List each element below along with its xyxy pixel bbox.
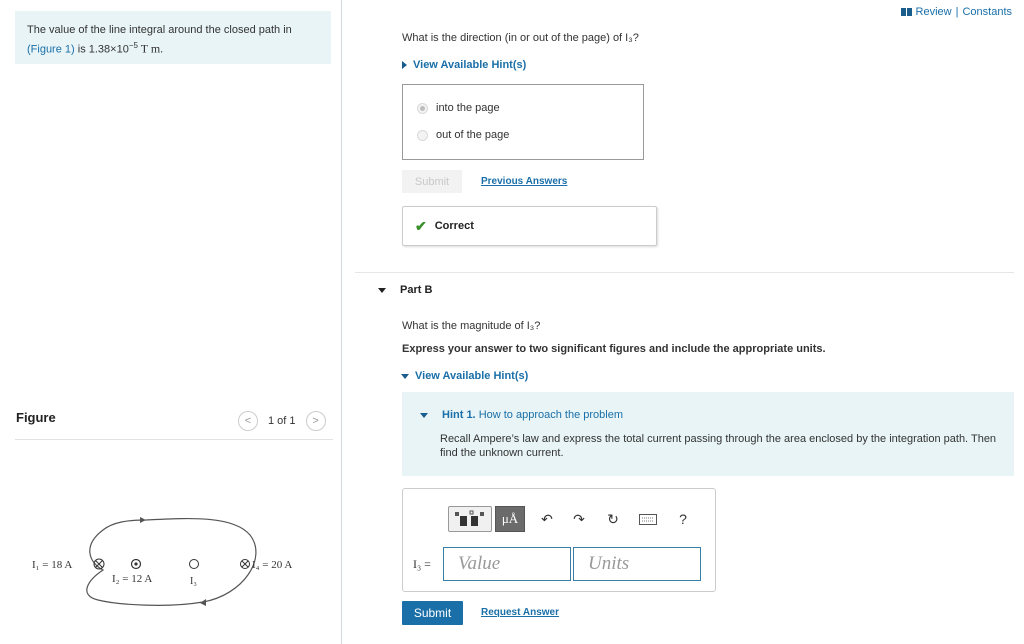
part-divider <box>355 272 1014 273</box>
panel-divider <box>341 0 342 644</box>
units-button-label: μÅ <box>501 511 519 526</box>
review-constants <box>901 6 1012 18</box>
part-b-hint-toggle[interactable] <box>401 370 528 382</box>
chevron-right-icon[interactable]: > <box>306 411 326 431</box>
figure-title: Figure <box>16 410 56 425</box>
templates-icon <box>452 510 488 528</box>
checkmark-icon: ✔ <box>415 217 427 234</box>
problem-text: The value of the line integral around the closed path in <box>27 24 292 36</box>
feedback-label: Correct <box>434 220 474 232</box>
radio-selected[interactable] <box>417 103 428 114</box>
hint-body: Recall Ampere’s law and express the total current passing through the area enclosed by the integration path. Then find the unknown current. <box>440 433 997 459</box>
previous-answers-link[interactable]: Previous Answers <box>481 176 568 187</box>
caret-down-icon <box>401 374 409 379</box>
radio-unselected[interactable] <box>417 130 428 141</box>
figure-pager <box>238 411 326 431</box>
i2-label: I₂ = 12 A <box>112 573 153 585</box>
constants-link[interactable]: Constants <box>962 6 1012 18</box>
i3-label: I₃ <box>190 576 197 587</box>
part-b-instruction: Express your answer to two significant figures and include the appropriate units. <box>402 343 826 355</box>
problem-unit: T m. <box>137 41 164 56</box>
part-b-title: Part B <box>400 284 433 296</box>
part-a-hint-toggle[interactable] <box>402 59 526 71</box>
redo-button[interactable] <box>569 506 589 532</box>
figure-divider <box>15 439 333 440</box>
help-icon: ? <box>679 511 687 527</box>
templates-button[interactable] <box>448 506 492 532</box>
review-link[interactable]: Review <box>915 6 952 18</box>
answer-options <box>402 84 644 160</box>
option-into-page[interactable] <box>417 102 500 114</box>
integration-path <box>87 519 256 606</box>
chevron-left-icon[interactable]: < <box>238 411 258 431</box>
figure-link[interactable]: (Figure 1) <box>27 43 75 56</box>
request-answer-link[interactable]: Request Answer <box>481 607 559 618</box>
keyboard-button[interactable] <box>637 506 659 532</box>
figure-diagram <box>28 510 318 610</box>
header-separator: | <box>955 6 959 18</box>
answer-input-area <box>402 488 716 592</box>
feedback-correct <box>402 206 657 246</box>
units-button[interactable] <box>495 506 525 532</box>
value-input[interactable] <box>443 547 571 581</box>
part-b-question: What is the magnitude of I₃? <box>402 320 541 332</box>
caret-right-icon <box>402 61 407 69</box>
redo-icon: ↷ <box>573 510 585 527</box>
i4-into-page-icon <box>241 560 250 569</box>
units-input[interactable] <box>573 547 701 581</box>
caret-down-icon <box>378 288 386 293</box>
part-b-submit-button[interactable]: Submit <box>402 601 463 625</box>
i3-marker-icon <box>190 560 199 569</box>
part-a-question: What is the direction (in or out of the page) of I₃? <box>402 32 639 44</box>
value-placeholder: Value <box>458 553 501 574</box>
answer-label: I₃ = <box>413 557 431 571</box>
option-out-of-page[interactable] <box>417 129 509 141</box>
part-a-submit-button[interactable]: Submit <box>402 170 462 193</box>
hint-header[interactable] <box>420 409 623 421</box>
pager-label: 1 of 1 <box>268 415 296 427</box>
i2-out-of-page-icon <box>132 560 141 569</box>
hint-toggle-label: View Available Hint(s) <box>413 59 527 71</box>
hint-panel <box>402 392 1014 476</box>
path-arrow-bottom <box>200 599 206 606</box>
path-arrow-top <box>140 517 146 523</box>
book-icon <box>901 8 912 16</box>
reset-button[interactable] <box>603 506 623 532</box>
option-label: out of the page <box>436 129 510 141</box>
hint-number: Hint 1. <box>442 409 476 421</box>
problem-exponent: −5 <box>128 41 138 50</box>
keyboard-icon <box>639 514 657 525</box>
help-button[interactable] <box>673 506 693 532</box>
i4-label: I₄ = 20 A <box>252 559 293 571</box>
hint-title: How to approach the problem <box>478 409 623 421</box>
option-label: into the page <box>436 102 500 114</box>
undo-icon: ↶ <box>541 510 553 527</box>
hint-toggle-label: View Available Hint(s) <box>415 370 529 382</box>
caret-down-icon <box>420 413 428 418</box>
reset-icon: ↻ <box>607 510 619 527</box>
problem-statement <box>15 11 331 64</box>
problem-value: is 1.38×10 <box>74 43 129 56</box>
part-b-header[interactable] <box>378 284 432 296</box>
undo-button[interactable] <box>537 506 557 532</box>
i1-label: I₁ = 18 A <box>32 559 73 571</box>
units-placeholder: Units <box>588 553 630 574</box>
